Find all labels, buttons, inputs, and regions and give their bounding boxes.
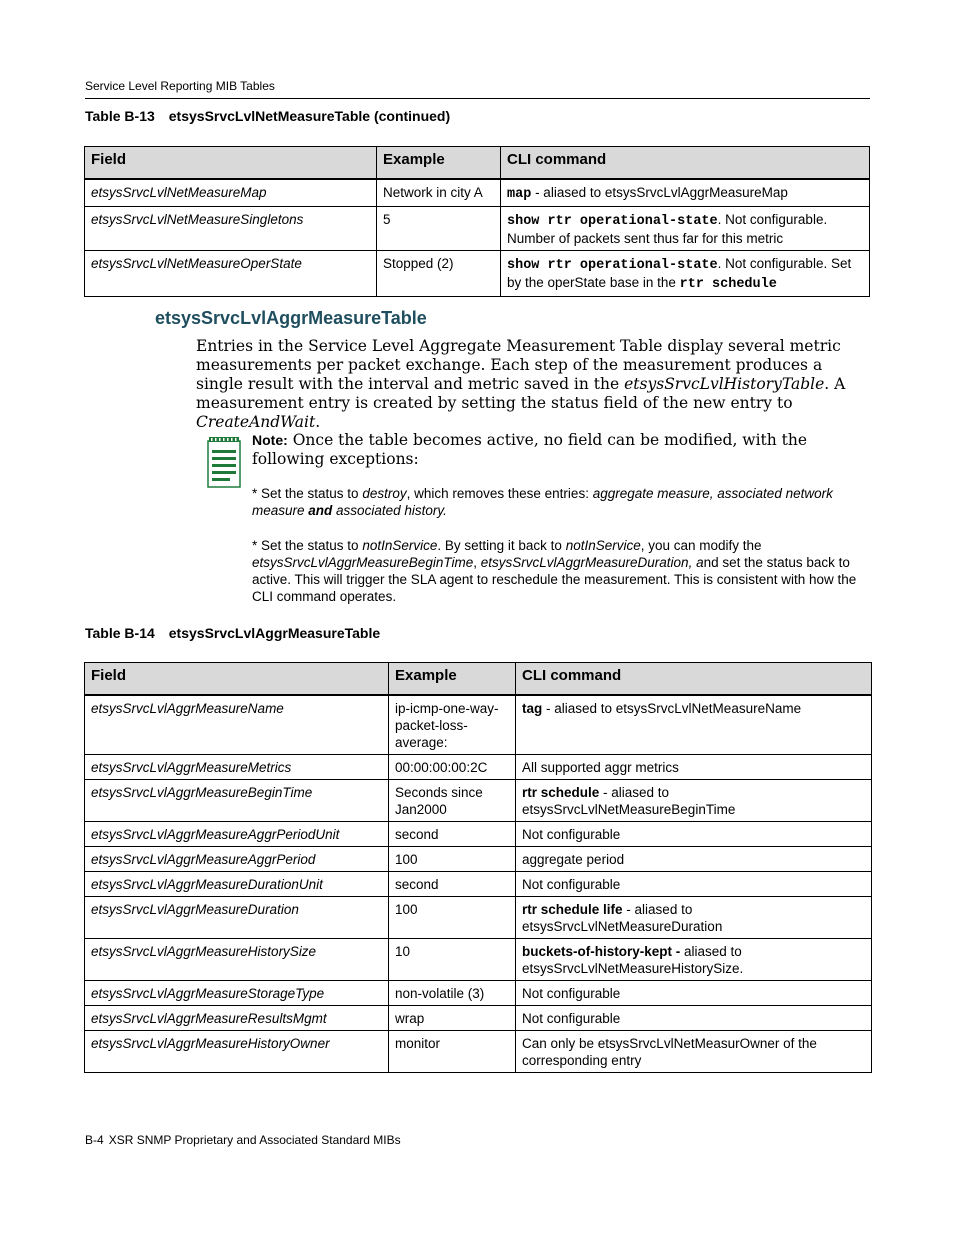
table-b13-caption	[85, 108, 450, 124]
section-heading: etsysSrvcLvlAggrMeasureTable	[155, 308, 427, 328]
column-header-field: Field	[85, 147, 377, 180]
cli-command-cell	[516, 897, 872, 939]
example-cell: Stopped (2)	[377, 251, 501, 297]
example-cell: 100	[389, 897, 516, 939]
cli-text: Not configurable	[522, 827, 621, 842]
cli-text: - aliased to etsysSrvcLvlNetMeasureBeginTime	[522, 785, 736, 817]
table-row	[85, 179, 870, 207]
field-cell: etsysSrvcLvlAggrMeasureName	[85, 695, 389, 755]
table-row	[85, 939, 872, 981]
cli-text: . Not configurable. Set by the operState base in the	[507, 256, 852, 290]
note-item-emphasis: etsysSrvcLvlAggrMeasureDuration, a	[480, 555, 704, 570]
note-label: Note:	[252, 432, 288, 448]
page-number: B-4	[85, 1133, 104, 1147]
table-row	[85, 207, 870, 251]
cli-command-cell	[516, 981, 872, 1006]
field-cell: etsysSrvcLvlAggrMeasureDurationUnit	[85, 872, 389, 897]
field-cell: etsysSrvcLvlNetMeasureSingletons	[85, 207, 377, 251]
cli-command-cell	[501, 179, 870, 207]
table-b14-caption	[85, 625, 380, 641]
cli-text: Not configurable	[522, 877, 621, 892]
example-cell: Seconds since Jan2000	[389, 780, 516, 822]
cli-text: - aliased to etsysSrvcLvlNetMeasureName	[542, 701, 802, 716]
example-cell: Network in city A	[377, 179, 501, 207]
cli-code: show rtr operational-state	[507, 214, 718, 229]
note-item-text: , which removes these entries:	[406, 486, 593, 501]
intro-paragraph	[196, 337, 868, 432]
field-cell: etsysSrvcLvlAggrMeasureHistoryOwner	[85, 1031, 389, 1073]
cli-command-bold: rtr schedule	[522, 785, 600, 800]
running-header: Service Level Reporting MIB Tables	[85, 79, 275, 93]
example-cell: 100	[389, 847, 516, 872]
cli-text: Not configurable	[522, 986, 621, 1001]
cli-command-bold: tag	[522, 701, 543, 716]
cli-command-cell	[501, 207, 870, 251]
table-row	[85, 695, 872, 755]
field-cell: etsysSrvcLvlAggrMeasureAggrPeriodUnit	[85, 822, 389, 847]
cli-command-cell	[516, 847, 872, 872]
table-row	[85, 981, 872, 1006]
intro-emphasis: CreateAndWait	[196, 413, 316, 431]
note-exception-1	[252, 485, 868, 519]
cli-text: - aliased to etsysSrvcLvlNetMeasureDuration	[522, 902, 723, 934]
cli-code: rtr schedule	[679, 277, 777, 292]
intro-text: Entries in the Service Level Aggregate Measurement Table display several metric measurements per packet exchange. Each step of the measurement produces a single result with the interval and metric saved in the	[196, 337, 841, 393]
note-item-text: , you can modify the	[640, 538, 762, 553]
cli-text: . Not configurable. Number of packets sent thus far for this metric	[507, 212, 828, 246]
field-cell: etsysSrvcLvlAggrMeasureStorageType	[85, 981, 389, 1006]
table-row	[85, 822, 872, 847]
example-cell: wrap	[389, 1006, 516, 1031]
note-item-emphasis: etsysSrvcLvlAggrMeasureBeginTime	[252, 555, 474, 570]
column-header-field: Field	[85, 663, 389, 696]
note-item-emphasis: notInService	[565, 538, 641, 553]
note-item-text: ,	[473, 555, 481, 570]
example-cell: 00:00:00:00:2C	[389, 755, 516, 780]
header-rule	[85, 98, 870, 99]
note-item-emphasis: destroy	[362, 486, 407, 501]
note-text	[252, 431, 864, 469]
intro-text: .	[315, 413, 321, 431]
note-body: Once the table becomes active, no field can be modified, with the following exceptions:	[252, 431, 808, 468]
cli-command-cell	[516, 695, 872, 755]
note-item-bold: and	[308, 503, 333, 518]
intro-emphasis: etsysSrvcLvlHistoryTable	[624, 375, 825, 393]
column-header-example: Example	[389, 663, 516, 696]
field-cell: etsysSrvcLvlAggrMeasureBeginTime	[85, 780, 389, 822]
cli-text: Can only be etsysSrvcLvlNetMeasurOwner of the corresponding entry	[522, 1036, 817, 1068]
note-exception-2	[252, 537, 868, 605]
field-cell: etsysSrvcLvlAggrMeasureAggrPeriod	[85, 847, 389, 872]
cli-command-cell	[516, 822, 872, 847]
cli-command-cell	[516, 780, 872, 822]
table-row	[85, 780, 872, 822]
column-header-cli-command: CLI command	[501, 147, 870, 180]
page-footer	[85, 1133, 401, 1147]
table-row	[85, 1031, 872, 1073]
cli-text: Not configurable	[522, 1011, 621, 1026]
table-row	[85, 872, 872, 897]
note-item-text: . By setting it back to	[437, 538, 566, 553]
cli-command-cell	[516, 872, 872, 897]
table-row	[85, 251, 870, 297]
cli-code: map	[507, 187, 532, 202]
footer-title: XSR SNMP Proprietary and Associated Standard MIBs	[108, 1133, 401, 1147]
field-cell: etsysSrvcLvlAggrMeasureDuration	[85, 897, 389, 939]
note-item-text: * Set the status to	[252, 538, 363, 553]
example-cell: non-volatile (3)	[389, 981, 516, 1006]
example-cell: 5	[377, 207, 501, 251]
note-item-text: nd set the status back to active. This will trigger the SLA agent to reschedule the measurement. This is consistent with how the CLI command operates.	[252, 555, 857, 604]
caption-number: Table B-13	[85, 108, 155, 124]
column-header-example: Example	[377, 147, 501, 180]
table-row	[85, 897, 872, 939]
field-cell: etsysSrvcLvlNetMeasureOperState	[85, 251, 377, 297]
example-cell: monitor	[389, 1031, 516, 1073]
cli-command-cell	[516, 755, 872, 780]
caption-number: Table B-14	[85, 625, 155, 641]
column-header-cli-command: CLI command	[516, 663, 872, 696]
cli-command-cell	[501, 251, 870, 297]
field-cell: etsysSrvcLvlAggrMeasureResultsMgmt	[85, 1006, 389, 1031]
note-item-emphasis: notInService	[362, 538, 438, 553]
caption-title: etsysSrvcLvlNetMeasureTable (continued)	[168, 108, 451, 124]
notepad-icon	[207, 436, 241, 493]
table-row	[85, 755, 872, 780]
cli-text: aliased to etsysSrvcLvlNetMeasureHistorySize.	[522, 944, 744, 976]
example-cell: ip-icmp-one-way-packet-loss-average:	[389, 695, 516, 755]
example-cell: 10	[389, 939, 516, 981]
table-b14	[84, 662, 872, 1073]
table-header-row	[85, 147, 870, 180]
caption-title: etsysSrvcLvlAggrMeasureTable	[168, 625, 381, 641]
intro-text: . A measurement entry is created by setting the status field of the new entry to	[196, 375, 846, 412]
field-cell: etsysSrvcLvlAggrMeasureHistorySize	[85, 939, 389, 981]
cli-code: show rtr operational-state	[507, 258, 718, 273]
note-item-emphasis: aggregate measure, associated network measure	[252, 486, 833, 518]
table-row	[85, 1006, 872, 1031]
cli-command-cell	[516, 939, 872, 981]
note-item-text: * Set the status to	[252, 486, 363, 501]
field-cell: etsysSrvcLvlNetMeasureMap	[85, 179, 377, 207]
field-cell: etsysSrvcLvlAggrMeasureMetrics	[85, 755, 389, 780]
cli-text: - aliased to etsysSrvcLvlAggrMeasureMap	[531, 185, 788, 200]
table-row	[85, 847, 872, 872]
cli-command-bold: buckets-of-history-kept -	[522, 944, 681, 959]
cli-command-bold: rtr schedule life	[522, 902, 623, 917]
example-cell: second	[389, 822, 516, 847]
cli-command-cell	[516, 1006, 872, 1031]
cli-text: All supported aggr metrics	[522, 760, 679, 775]
cli-text: aggregate period	[522, 852, 625, 867]
table-b13	[84, 146, 870, 297]
cli-command-cell	[516, 1031, 872, 1073]
note-item-emphasis: associated history.	[332, 503, 447, 518]
example-cell: second	[389, 872, 516, 897]
table-header-row	[85, 663, 872, 696]
